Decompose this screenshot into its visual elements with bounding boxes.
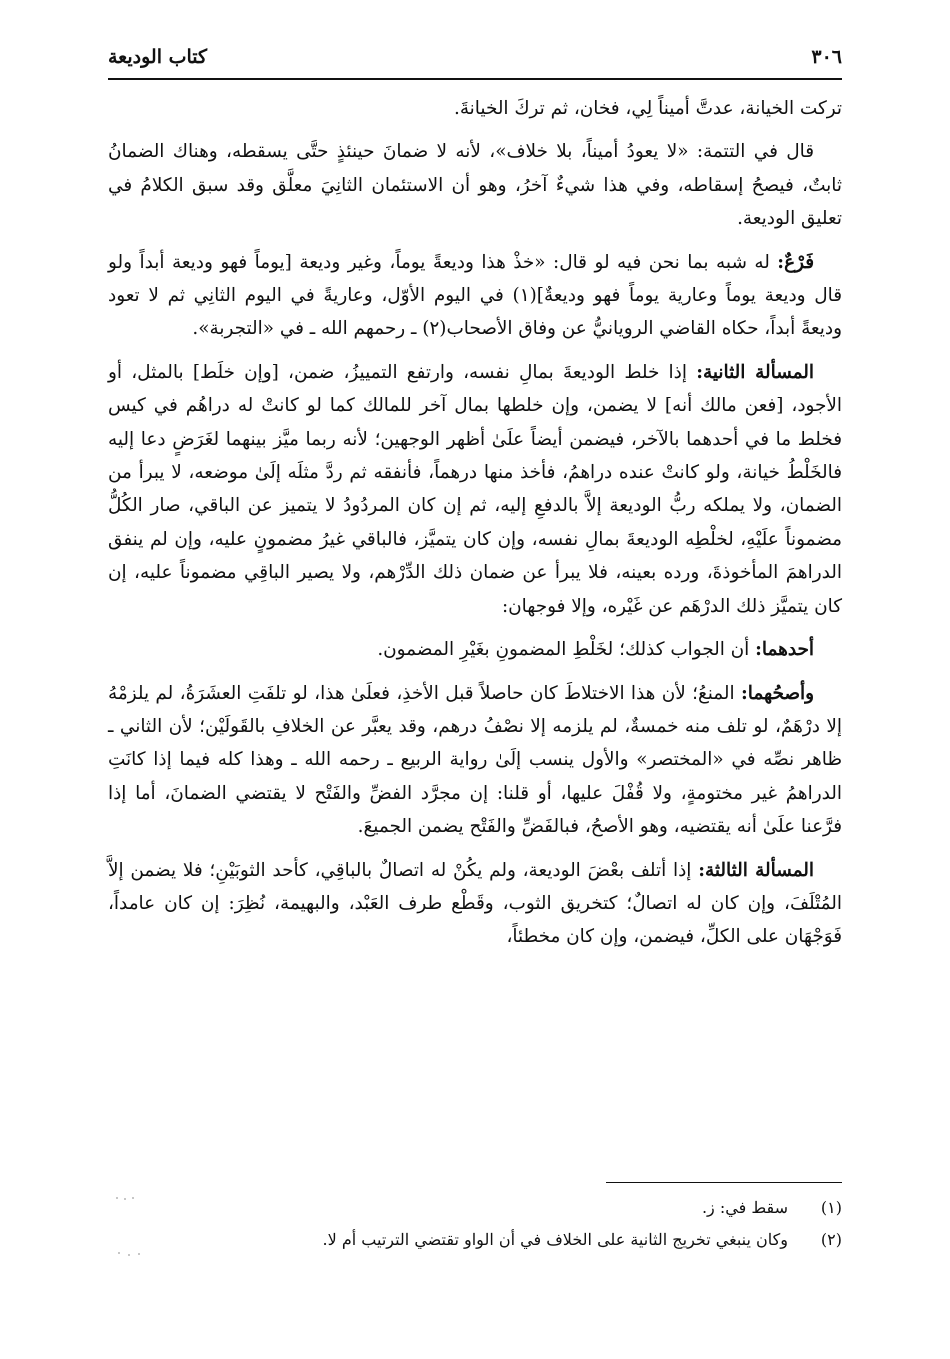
paragraph-lead: فَرْعٌ: [777, 251, 814, 273]
footnote-number: (٢) [820, 1230, 842, 1249]
paragraph-far [108, 246, 842, 346]
paragraph-text: إذا خلط الوديعةَ بمالِ نفسه، وارتفع التمييزُ، ضمن، [وإن خلَط] بالمثل، أو الأجود، [فعن مالك أنه] لا يضمن، وإن خلطها بمال آخر للمالك كما لو كانتْ له دراهُم في كيس فخلط ما في أحدهما بالآخر، فيضمن أيضاً علَىٰ أظهر الوجهين؛ لأنه ربما ميَّز بينهما لغَرَضٍ دعا إليه فالخَلْطُ خيانة، ولو كانتْ عنده دراهمُ، فأخذ منها درهماً، فأنفقه ثم ردَّ مثلَه إلَىٰ موضعه، لا يبرأ من الضمان، ولا يملكه ربُّ الوديعة إلاَّ بالدفعِ إليه، ثم إن كان المردُودُ لا يتميز عن الباقي، صار الكُلُّ مضموناً علَيْهِ، لخلْطِه الوديعةَ بمالِ نفسه، وإن كان يتميَّز، فالباقي غيرُ مضمونٍ عليه، وإن لم ينفق الدراهمَ المأخوذةَ، ورده بعينه، فلا يبرأ عن ضمان ذلك الدِّرْهم، ولا يصير الباقِي مضموناً عليه، إن كان يتميَّز ذلك الدرْهَم عن غَيْره، وإلا فوجهان: [108, 361, 842, 617]
paragraph-issue-3 [108, 854, 842, 954]
scan-speck [128, 1254, 130, 1256]
paragraph-lead: وأصحُهما: [741, 682, 814, 704]
paragraph-1 [108, 92, 842, 125]
paragraph-lead: المسألة الثالثة: [698, 859, 815, 881]
footnote-1 [108, 1192, 842, 1224]
paragraph-text: قال في التتمة: «لا يعودُ أميناً، بلا خلاف»، لأنه لا ضمانَ حينئذٍ حتَّى يسقطه، وهناك الضمانُ ثابتٌ، فيصحُ إسقاطه، وفي هذا شيءٌ آخرُ، وهو أن الاستئمان الثانِيَ معلَّق وقد سبق الكلامُ في تعليق الوديعة. [108, 141, 842, 230]
footnote-rule [606, 1182, 842, 1183]
page-number: ٣٠٦ [811, 46, 842, 68]
scan-speck [116, 1197, 118, 1199]
paragraph-text: المنعُ؛ لأن هذا الاختلاطَ كان حاصلاً قبل الأخذِ، فعلَىٰ هذا، لو تلفَتِ العشَرَةُ، لم يلزمْهُ إلا درْهَمٌ، لو تلف منه خمسةٌ، لم يلزمه إلا نصْفُ درهم، وقد يعبَّر عن الخلافِ بالقَولَيْن؛ لأن الثاني ـ ظاهر نصِّه في «المختصر» والأول ينسب إلَىٰ رواية الربيع ـ رحمه الله ـ وهذا كله فيما إذا كانَتِ الدراهمُ غير مختومةٍ، ولا قُفْلَ عليها، أو قلنا: إن مجرَّد الفضِّ والفَتْح لا يقتضي الضمانَ، أما إذا فرَّعنا علَىٰ أنه يقتضيه، وهو الأصحُ، فبالفَضِّ والفَتْح يضمن الجميعَ. [108, 682, 842, 838]
scan-speck [138, 1253, 140, 1255]
paragraph-text: إذا أتلف بعْضَ الوديعة، ولم يكُنْ له اتصالٌ بالباقِي، كأحد الثوبَيْنِ؛ فلا يضمن إلاَّ المُتْلَفَ، وإن كان له اتصالٌ؛ كتخريق الثوب، وقَطْع طرف العَبْد، والبهيمة، نُظِرَ: إن كان عامداً، فَوَجْهَان على الكلِّ، فيضمن، وإن كان مخطئاً، [108, 859, 842, 948]
footnote-2 [108, 1224, 842, 1256]
footnote-text: سقط في: ز. [701, 1198, 788, 1217]
scan-speck [132, 1197, 134, 1199]
paragraph-text: له شبه بما نحن فيه لو قال: «خذْ هذا وديعةً يوماً، وغير وديعة [يوماً فهو وديعة أبداً ولو قال وديعة يوماً وعارية يوماً فهو وديعةٌ](١) في اليوم الأوّل، وعاريةً في اليوم الثانِي ثم لا تعود وديعةً أبداً، حكاه القاضي الرويانيُّ عن وفاق الأصحاب(٢) ـ رحمهم الله ـ في «التجربة». [108, 251, 842, 340]
page-header [108, 40, 842, 74]
paragraph-text: أن الجواب كذلك؛ لخَلْطِ المضمونِ بغَيْرِ المضمون. [377, 639, 756, 661]
paragraph-correct-view [108, 677, 842, 844]
paragraph-text: تركت الخيانة، عدتَّ أميناً لِي، فخان، ثم تركَ الخيانةَ. [453, 98, 842, 119]
chapter-title: كتاب الوديعة [108, 46, 208, 68]
paragraph-lead: أحدهما: [755, 639, 814, 661]
header-rule [108, 78, 842, 80]
paragraph-issue-2 [108, 356, 842, 623]
paragraph-lead: المسألة الثانية: [696, 361, 814, 383]
scan-speck [118, 1252, 120, 1254]
footnotes [108, 1192, 842, 1256]
footnote-number: (١) [820, 1198, 842, 1217]
footnote-text: وكان ينبغي تخريج الثانية على الخلاف في أن الواو تقتضي الترتيب أم لا. [322, 1230, 788, 1249]
paragraph-2 [108, 135, 842, 235]
scan-speck [124, 1198, 126, 1200]
main-text [108, 92, 842, 964]
paragraph-first-view [108, 633, 842, 666]
